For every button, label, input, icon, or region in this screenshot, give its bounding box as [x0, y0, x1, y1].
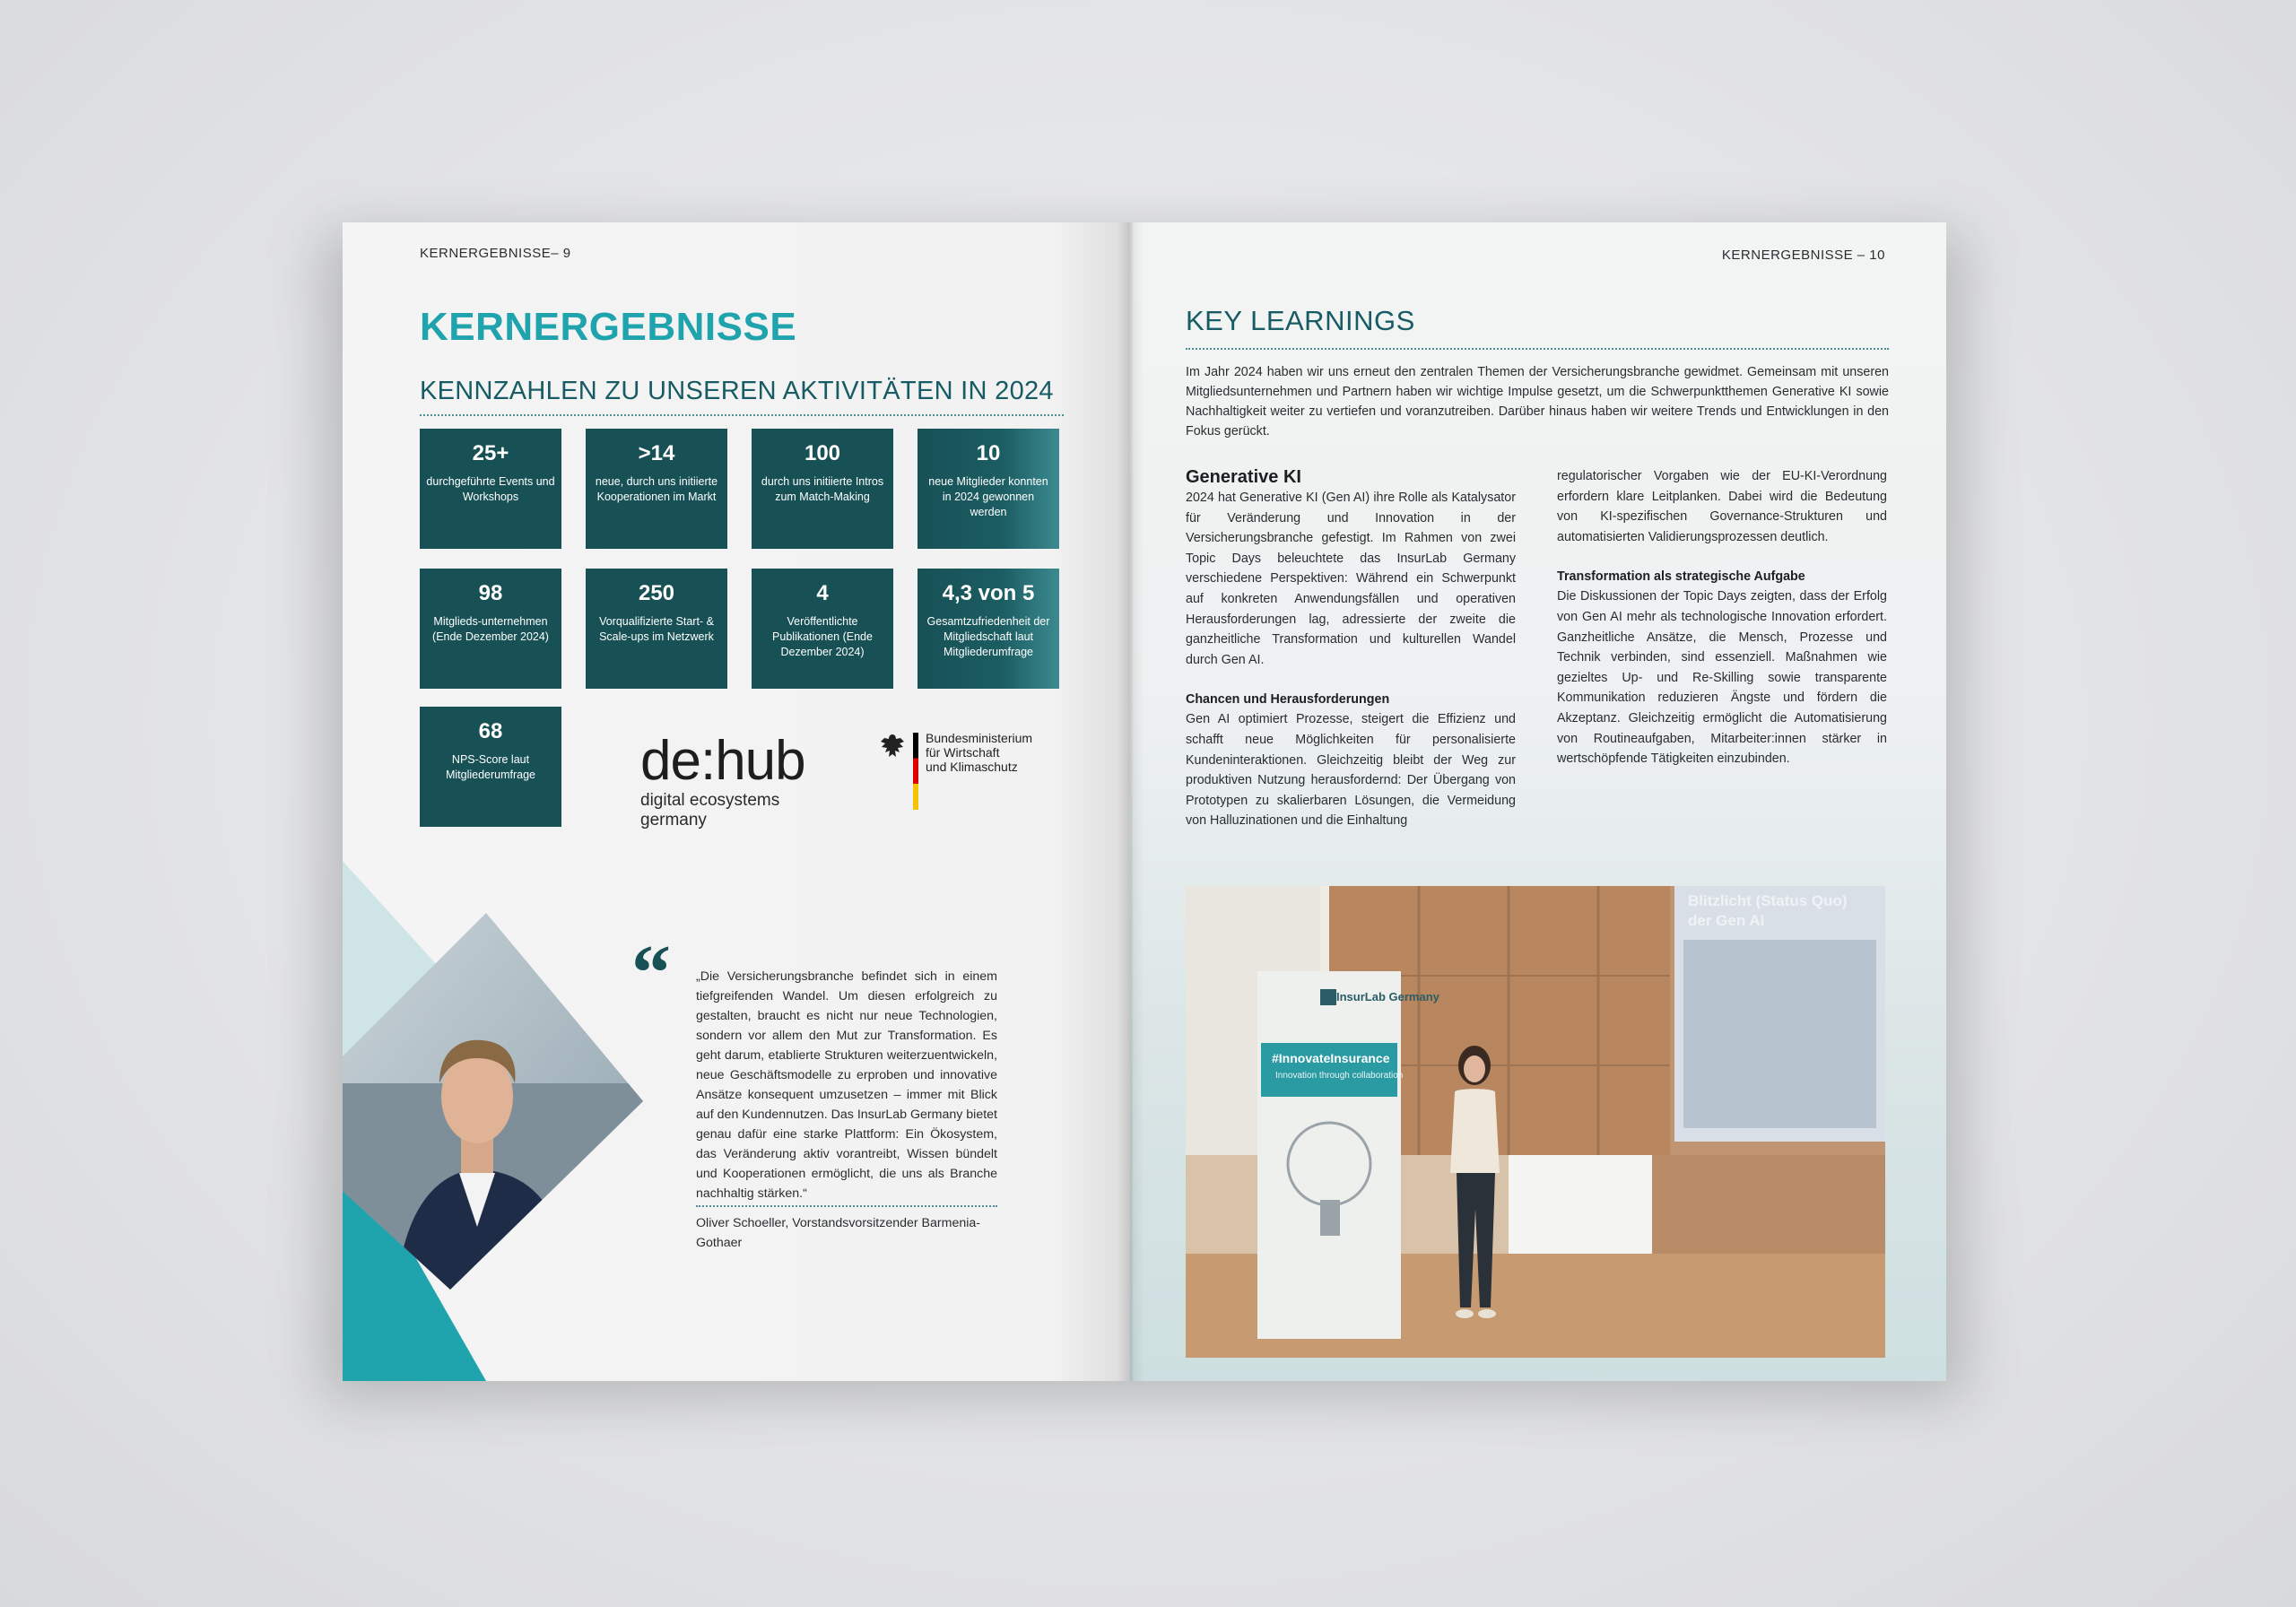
text-column-right	[1557, 466, 1887, 769]
screen-text: Blitzlicht (Status Quo) der Gen AI	[1688, 892, 1848, 929]
federal-eagle-icon	[879, 733, 906, 769]
dehub-logo-word: de:hub	[640, 730, 805, 792]
section-text: Die Diskussionen der Topic Days zeigten, dass der Erfolg von Gen AI mehr als technologische Innovation erfordert. Ganzheitliche Ansätze, die Mensch, Prozesse und Technik verbinden, sind essenziell. Maßnahmen wie gezieltes Up- und Re-Skilling sowie transparente Kommunikation reduzieren Ängste und fördern die Akzeptanz. Gleichzeitig ermöglicht die Automatisierung von Routineaufgaben, Mitarbeiter:innen stärker in wertschöpfende Tätigkeiten einzubinden.	[1557, 589, 1887, 767]
kpi-value: 100	[804, 441, 841, 465]
left-page	[343, 222, 1130, 1381]
right-page	[1130, 222, 1946, 1381]
kpi-tile	[918, 569, 1059, 689]
kpi-tile	[752, 429, 893, 549]
section-text: regulatorischer Vorgaben wie der EU-KI-Verordnung erfordern klare Leitplanken. Dabei wird die Bedeutung von KI-spezifischen Governance-Strukturen und automatisierten Validierungsprozessen deutlich.	[1557, 469, 1887, 544]
dehub-logo	[640, 730, 847, 830]
quote-author: Oliver Schoeller, Vorstandsvorsitzender Barmenia-Gothaer	[696, 1216, 980, 1250]
kpi-tile	[918, 429, 1059, 549]
bmwk-line2: für Wirtschaft	[926, 745, 1000, 760]
bmwk-line1: Bundesministerium	[926, 731, 1033, 745]
kpi-value: 10	[976, 441, 1001, 465]
quote-divider	[696, 1205, 997, 1207]
section-text: Gen AI optimiert Prozesse, steigert die Effizienz und schafft neue Möglichkeiten für personalisierte Kundeninteraktionen. Gleichzeitig bleibt der Weg zur produktiven Nutzung herausfordernd: Der Übergang von Prototypen zu skalierbaren Lösungen, die Vermeidung von Halluzinationen und die Einhaltung	[1186, 712, 1516, 829]
kpi-label: Veröffentlichte Publikationen (Ende Dezember 2024)	[772, 615, 873, 658]
kpi-tile	[586, 429, 727, 549]
kpi-tile	[420, 707, 561, 827]
section-subtitle: KENNZAHLEN ZU UNSEREN AKTIVITÄTEN IN 2024	[420, 377, 1054, 405]
banner-hashtag: #InnovateInsurance	[1272, 1051, 1390, 1065]
dehub-logo-tagline: digital ecosystems germany	[640, 791, 780, 830]
kpi-label: Gesamtzufriedenheit der Mitgliedschaft laut Mitgliederumfrage	[926, 615, 1050, 658]
kpi-tile	[420, 569, 561, 689]
page-title: KEY LEARNINGS	[1186, 305, 1415, 336]
intro-paragraph: Im Jahr 2024 haben wir uns erneut den zentralen Themen der Versicherungsbranche gewidmet. Gemeinsam mit unseren Mitgliedsunternehmen und Partnern haben wir wichtige Impulse gesetzt, um die Schwerpunktthemen Generative KI sowie Nachhaltigkeit weiter zu vertiefen und voranzutreiben. Darüber hinaus haben wir weitere Trends und Entwicklungen in den Fokus gerückt.	[1186, 365, 1889, 439]
banner-subtitle: Innovation through collaboration	[1275, 1071, 1404, 1081]
kpi-label: NPS-Score laut Mitgliederumfrage	[445, 753, 536, 781]
german-flag-stripe	[913, 733, 918, 810]
kpi-value: 4	[816, 581, 829, 605]
bmwk-line3: und Klimaschutz	[926, 760, 1018, 774]
kpi-label: Vorqualifizierte Start- & Scale-ups im Netzwerk	[599, 615, 714, 643]
running-head-left: KERNERGEBNISSE– 9	[420, 246, 571, 261]
page-title: KERNERGEBNISSE	[420, 305, 797, 349]
bmwk-logo-text	[926, 731, 1032, 774]
event-photo	[1186, 886, 1885, 1358]
kpi-tile	[586, 569, 727, 689]
banner-logo: InsurLab Germany	[1336, 990, 1439, 1003]
kpi-value: 68	[478, 719, 503, 743]
dotted-divider	[1186, 348, 1889, 350]
kpi-value: 25+	[472, 441, 509, 465]
portrait-photo	[343, 913, 648, 1370]
kpi-label: Mitglieds-unternehmen (Ende Dezember 2024)	[432, 615, 549, 643]
kpi-label: durchgeführte Events und Workshops	[426, 475, 555, 503]
text-column-left	[1186, 466, 1516, 831]
kpi-label: neue Mitglieder konnten in 2024 gewonnen werden	[928, 475, 1048, 518]
kpi-value: 4,3 von 5	[942, 581, 1035, 605]
section-heading: Transformation als strategische Aufgabe	[1557, 569, 1805, 585]
kpi-tile	[752, 569, 893, 689]
section-heading: Generative KI	[1186, 467, 1301, 487]
section-heading: Chancen und Herausforderungen	[1186, 692, 1390, 708]
kpi-label: durch uns initiierte Intros zum Match-Making	[761, 475, 884, 503]
bmwk-logo	[879, 729, 1049, 819]
book-spine	[1118, 222, 1144, 1381]
kpi-value: 250	[638, 581, 675, 605]
kpi-value: >14	[638, 441, 675, 465]
kpi-tile	[420, 429, 561, 549]
dotted-divider	[420, 414, 1064, 416]
section-text: 2024 hat Generative KI (Gen AI) ihre Rolle als Katalysator für Veränderung und Innovation in der Versicherungsbranche gefestigt. Im Rahmen von zwei Topic Days beleuchtete das InsurLab Germany verschiedene Perspektiven: Während ein Schwerpunkt auf konkreten Anwendungsfällen und operativen Herausforderungen lag, adressierte der zweite die ganzheitliche Transformation und kulturellen Wandel durch Gen AI.	[1186, 491, 1516, 667]
quote-mark-icon: “	[631, 930, 671, 1017]
running-head-right: KERNERGEBNISSE – 10	[1721, 248, 1885, 263]
kpi-label: neue, durch uns initiierte Kooperationen im Markt	[595, 475, 718, 503]
kpi-value: 98	[478, 581, 503, 605]
pull-quote: „Die Versicherungsbranche befindet sich in einem tiefgreifenden Wandel. Um diesen erfolgreich zu gestalten, braucht es nicht nur neue Technologien, sondern vor allem den Mut zur Transformation. Es geht darum, etablierte Strukturen weiterzuentwickeln, neue Geschäftsmodelle zu erproben und innovative Ansätze konsequent umzusetzen – immer mit Blick auf den Kundennutzen. Das InsurLab Germany bietet genau dafür eine starke Plattform: Ein Ökosystem, das Veränderung aktiv vorantreibt, Wissen bündelt und Kooperationen ermöglicht, die uns als Branche nachhaltig stärken.“	[696, 969, 997, 1201]
